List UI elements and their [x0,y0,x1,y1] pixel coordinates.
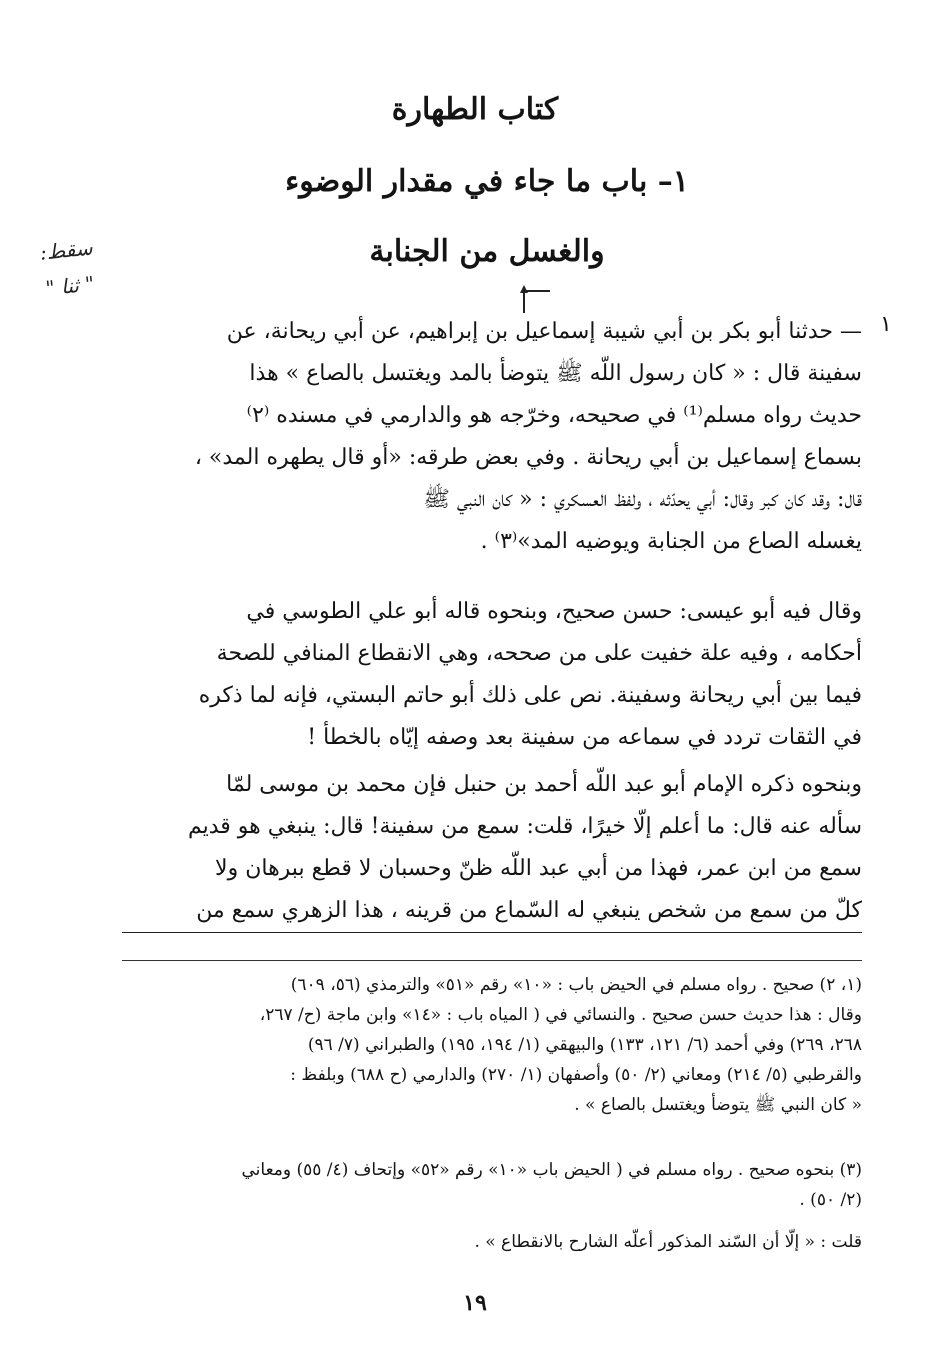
text-line: بسماع إسماعيل بن أبي ريحانة . وفي بعض طرقه: «أو قال يطهره المد» ، [194,445,862,470]
footnote-2 [110,1155,862,1215]
footnote-line: (٢/ ٥٠) . [799,1190,862,1210]
text-line: يغسله الصاع من الجنابة ويوضيه المد»⁽٣⁾ . [480,529,862,554]
text-line: سفينة قال : « كان رسول اللّه ﷺ يتوضأ بالمد ويغتسل بالصاع » هذا [249,361,862,386]
margin-note-line: " ثنا " [44,271,96,301]
footnote-line: وقال : هذا حديث حسن صحيح . والنسائي في ( المياه باب : «١٤» وابن ماجة (ح/ ٢٦٧، [259,1005,862,1025]
footnote-line: (٣) بنحوه صحيح . رواه مسلم في ( الحيض باب «١٠» رقم «٥٢» وإتحاف (٤/ ٥٥) ومعاني [241,1160,862,1180]
text-line: وبنحوه ذكره الإمام أبو عبد اللّه أحمد بن حنبل فإن محمد بن موسى لمّا [226,772,862,797]
handwritten-margin-note [18,227,117,308]
text-line: في الثقات تردد في سماعه من سفينة بعد وصفه إيّاه بالخطأ ! [307,725,862,750]
chapter-title: ١– باب ما جاء في مقدار الوضوء [285,164,689,199]
text-line: سمع من ابن عمر، فهذا من أبي عبد اللّه ظنّ وحسبان لا قطع ببرهان ولا [215,856,862,881]
text-line: فيما بين أبي ريحانة وسفينة. نص على ذلك أبو حاتم البستي، فإنه لما ذكره [198,683,862,708]
hadith-number: ١ [880,312,892,337]
paragraph-3 [122,764,862,933]
footnote-line: « كان النبي ﷺ يتوضأ ويغتسل بالصاع » . [574,1095,862,1115]
book-title: كتاب الطهارة [391,92,559,127]
paragraph-1 [122,311,862,563]
underlined-text-line: كلّ من سمع من شخص ينبغي له السّماع من قرينه ، هذا الزهري سمع من [122,890,862,933]
footnote-3 [110,1227,862,1257]
footnote-line: ٢٦٨، ٢٦٩) وفي أحمد (٦/ ١٢١، ١٣٣) والبيهقي (١/ ١٩٤، ١٩٥) والطبراني (٧/ ٩٦) [307,1035,862,1055]
text-line: وقال فيه أبو عيسى: حسن صحيح، وبنحوه قاله أبو علي الطوسي في [246,599,862,624]
text-line: سأله عنه قال: ما أعلم إلّا خيرًا، قلت: سمع من سفينة! قال: ينبغي هو قديم [187,814,862,839]
footnote-divider [122,960,862,961]
text-line: قال: وقد كان كبر وقال: أبي يحدّثه ، ولفظ العسكري : « كان النبي ﷺ [423,487,862,512]
footnote-1 [110,970,862,1120]
chapter-subtitle: والغسل من الجنابة [369,234,605,269]
text-line: أحكامه ، وفيه علة خفيت على من صححه، وهي الانقطاع المنافي للصحة [216,641,862,666]
text-line: — حدثنا أبو بكر بن أبي شيبة إسماعيل بن إبراهيم، عن أبي ريحانة، عن [226,319,862,344]
text-line: حديث رواه مسلم⁽¹⁾ في صحيحه، وخرّجه هو والدارمي في مسنده ⁽٢⁾ [246,403,862,428]
footnote-line: والقرطبي (٥/ ٢١٤) ومعاني (٢/ ٥٠) وأصفهان (١/ ٢٧٠) والدارمي (ح ٦٨٨) وبلفظ : [290,1065,862,1085]
margin-note-line: سقط: [38,235,94,265]
footnote-line: (١، ٢) صحيح . رواه مسلم في الحيض باب : «١٠» رقم «٥١» والترمذي (٥٦، ٦٠٩) [290,975,862,995]
footnote-line: قلت : « إلّا أن السّند المذكور أعلّه الشارح بالانقطاع » . [474,1232,862,1252]
page-number: ١٩ [463,1290,487,1316]
paragraph-2 [122,591,862,759]
